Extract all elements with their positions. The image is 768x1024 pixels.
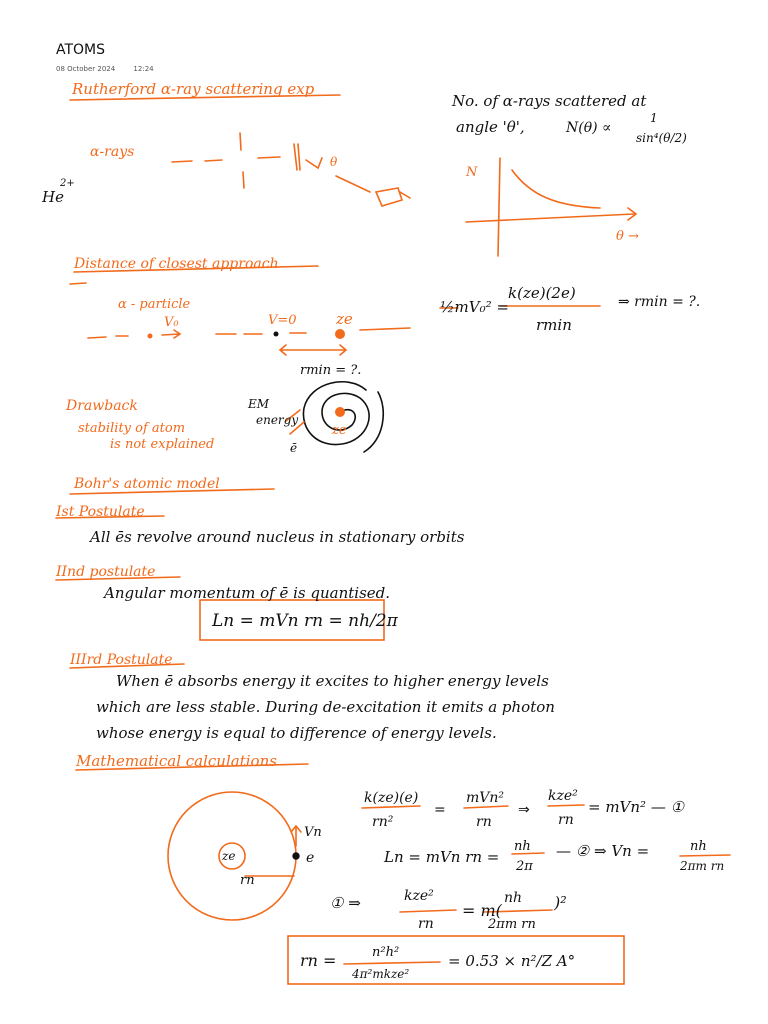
energy-eq-left: ½mV₀² = — [440, 298, 509, 316]
energy-label: energy — [256, 413, 299, 427]
rmin-label: rmin = ?. — [300, 363, 362, 378]
rmin-arrow — [280, 345, 346, 355]
approach-arrow — [162, 330, 180, 338]
graph-x-label: θ → — [616, 229, 639, 244]
eq1-lhs-den: rn² — [372, 814, 394, 830]
spiral-ze: ze — [332, 423, 347, 438]
closest-heading: Distance of closest approach — [74, 256, 279, 272]
orbit-e: e — [306, 850, 315, 866]
angular-momentum-formula: Ln = mVn rn = nh/2π — [212, 611, 398, 631]
postulate-3-line1: When ē absorbs energy it excites to higher energy levels — [116, 672, 549, 690]
gold-foil — [294, 144, 300, 170]
eq1-res-num: kze² — [548, 788, 578, 804]
eq1-arrow: ⇒ — [518, 802, 530, 818]
eq3-close: )² — [554, 893, 567, 912]
graph-x-axis — [466, 214, 634, 222]
detector-icon — [376, 188, 410, 206]
graph-y-axis — [498, 158, 500, 256]
final-den: 4π²mkze² — [352, 967, 410, 981]
eq1-res-rhs: = mVn² — ① — [588, 798, 685, 816]
eq2-tag: — ② ⇒ Vn = — [556, 842, 650, 860]
scattered-ray — [336, 176, 370, 192]
v0-label: V₀ — [164, 315, 179, 330]
postulate-2-label: IInd postulate — [56, 564, 156, 580]
orbit-ze: ze — [222, 849, 236, 863]
energy-eq-right: ⇒ rmin = ?. — [618, 294, 701, 310]
eq3-rhs: = m( — [462, 901, 502, 920]
theta-label: θ — [330, 155, 338, 169]
approach-line — [88, 328, 410, 338]
em-label: EM — [248, 397, 270, 411]
alpha-particle-label: α - particle — [118, 297, 191, 312]
postulate-1-label: Ist Postulate — [56, 504, 145, 520]
slit — [240, 133, 244, 188]
page-title: ATOMS — [56, 42, 106, 58]
alpha-rays-label: α-rays — [90, 144, 135, 160]
scatter-note-2a: angle 'θ', — [456, 118, 525, 136]
orbit-vn: Vn — [304, 825, 322, 840]
eq3-pre: ① ⇒ — [330, 894, 361, 912]
scatter-note-1: No. of α-rays scattered at — [452, 92, 647, 110]
energy-eq-num: k(ze)(2e) — [508, 284, 576, 302]
orbit-rn: rn — [240, 873, 255, 888]
final-rhs: = 0.53 × n²/Z A° — [448, 952, 576, 970]
eq2-res-num: nh — [690, 839, 707, 854]
final-lhs: rn = — [300, 951, 337, 970]
final-num: n²h² — [372, 945, 400, 960]
frac-den: sin⁴(θ/2) — [636, 131, 687, 145]
frac-num: 1 — [650, 111, 658, 125]
page-date: 08 October 2024 — [56, 65, 116, 73]
postulate-2-text: Angular momentum of ē is quantised. — [104, 584, 391, 602]
page-time: 12:24 — [133, 65, 154, 73]
rutherford-heading: Rutherford α-ray scattering exp — [72, 80, 315, 98]
eq2-text: Ln = mVn rn = — [384, 848, 500, 866]
eq3-den: rn — [418, 916, 434, 932]
spiral-electron: ē — [290, 441, 298, 455]
eq2-den: 2π — [516, 859, 533, 874]
eq1-res-den: rn — [558, 812, 574, 828]
eq3-num: kze² — [404, 888, 434, 904]
drawback-line1: stability of atom — [78, 421, 186, 436]
alpha-beam — [172, 157, 280, 162]
nucleus-dot — [335, 329, 345, 339]
postulate-3-line2: which are less stable. During de-excitation it emits a photon — [96, 698, 555, 716]
eq2-num: nh — [514, 839, 531, 854]
eq1-mid-num: mVn² — [466, 790, 505, 806]
bohr-heading: Bohr's atomic model — [74, 476, 220, 492]
electron-dot — [293, 853, 299, 859]
drawback-line2: is not explained — [110, 437, 215, 452]
eq2-res-den: 2πm rn — [680, 859, 725, 873]
energy-eq-den: rmin — [536, 316, 572, 334]
helium-label: He — [42, 188, 64, 206]
helium-charge: 2+ — [60, 178, 75, 189]
graph-y-label: N — [466, 165, 478, 180]
svg-text:=: = — [434, 802, 446, 818]
postulate-3-label: IIIrd Postulate — [70, 652, 173, 668]
math-heading: Mathematical calculations — [76, 752, 277, 770]
eq1-lhs-num: k(ze)(e) — [364, 790, 419, 806]
v-zero-label: V=0 — [268, 313, 297, 328]
eq1-mid-den: rn — [476, 814, 492, 830]
scatter-note-2b: N(θ) ∝ — [566, 120, 612, 136]
eq3-inner-num: nh — [504, 890, 523, 906]
ze-label: ze — [336, 310, 353, 328]
graph-curve — [512, 170, 600, 208]
postulate-1-text: All ēs revolve around nucleus in stationary orbits — [90, 528, 465, 546]
eq3-inner-den: 2πm rn — [488, 917, 536, 932]
postulate-3-line3: whose energy is equal to difference of energy levels. — [96, 724, 497, 742]
drawback-title: Drawback — [66, 398, 138, 414]
